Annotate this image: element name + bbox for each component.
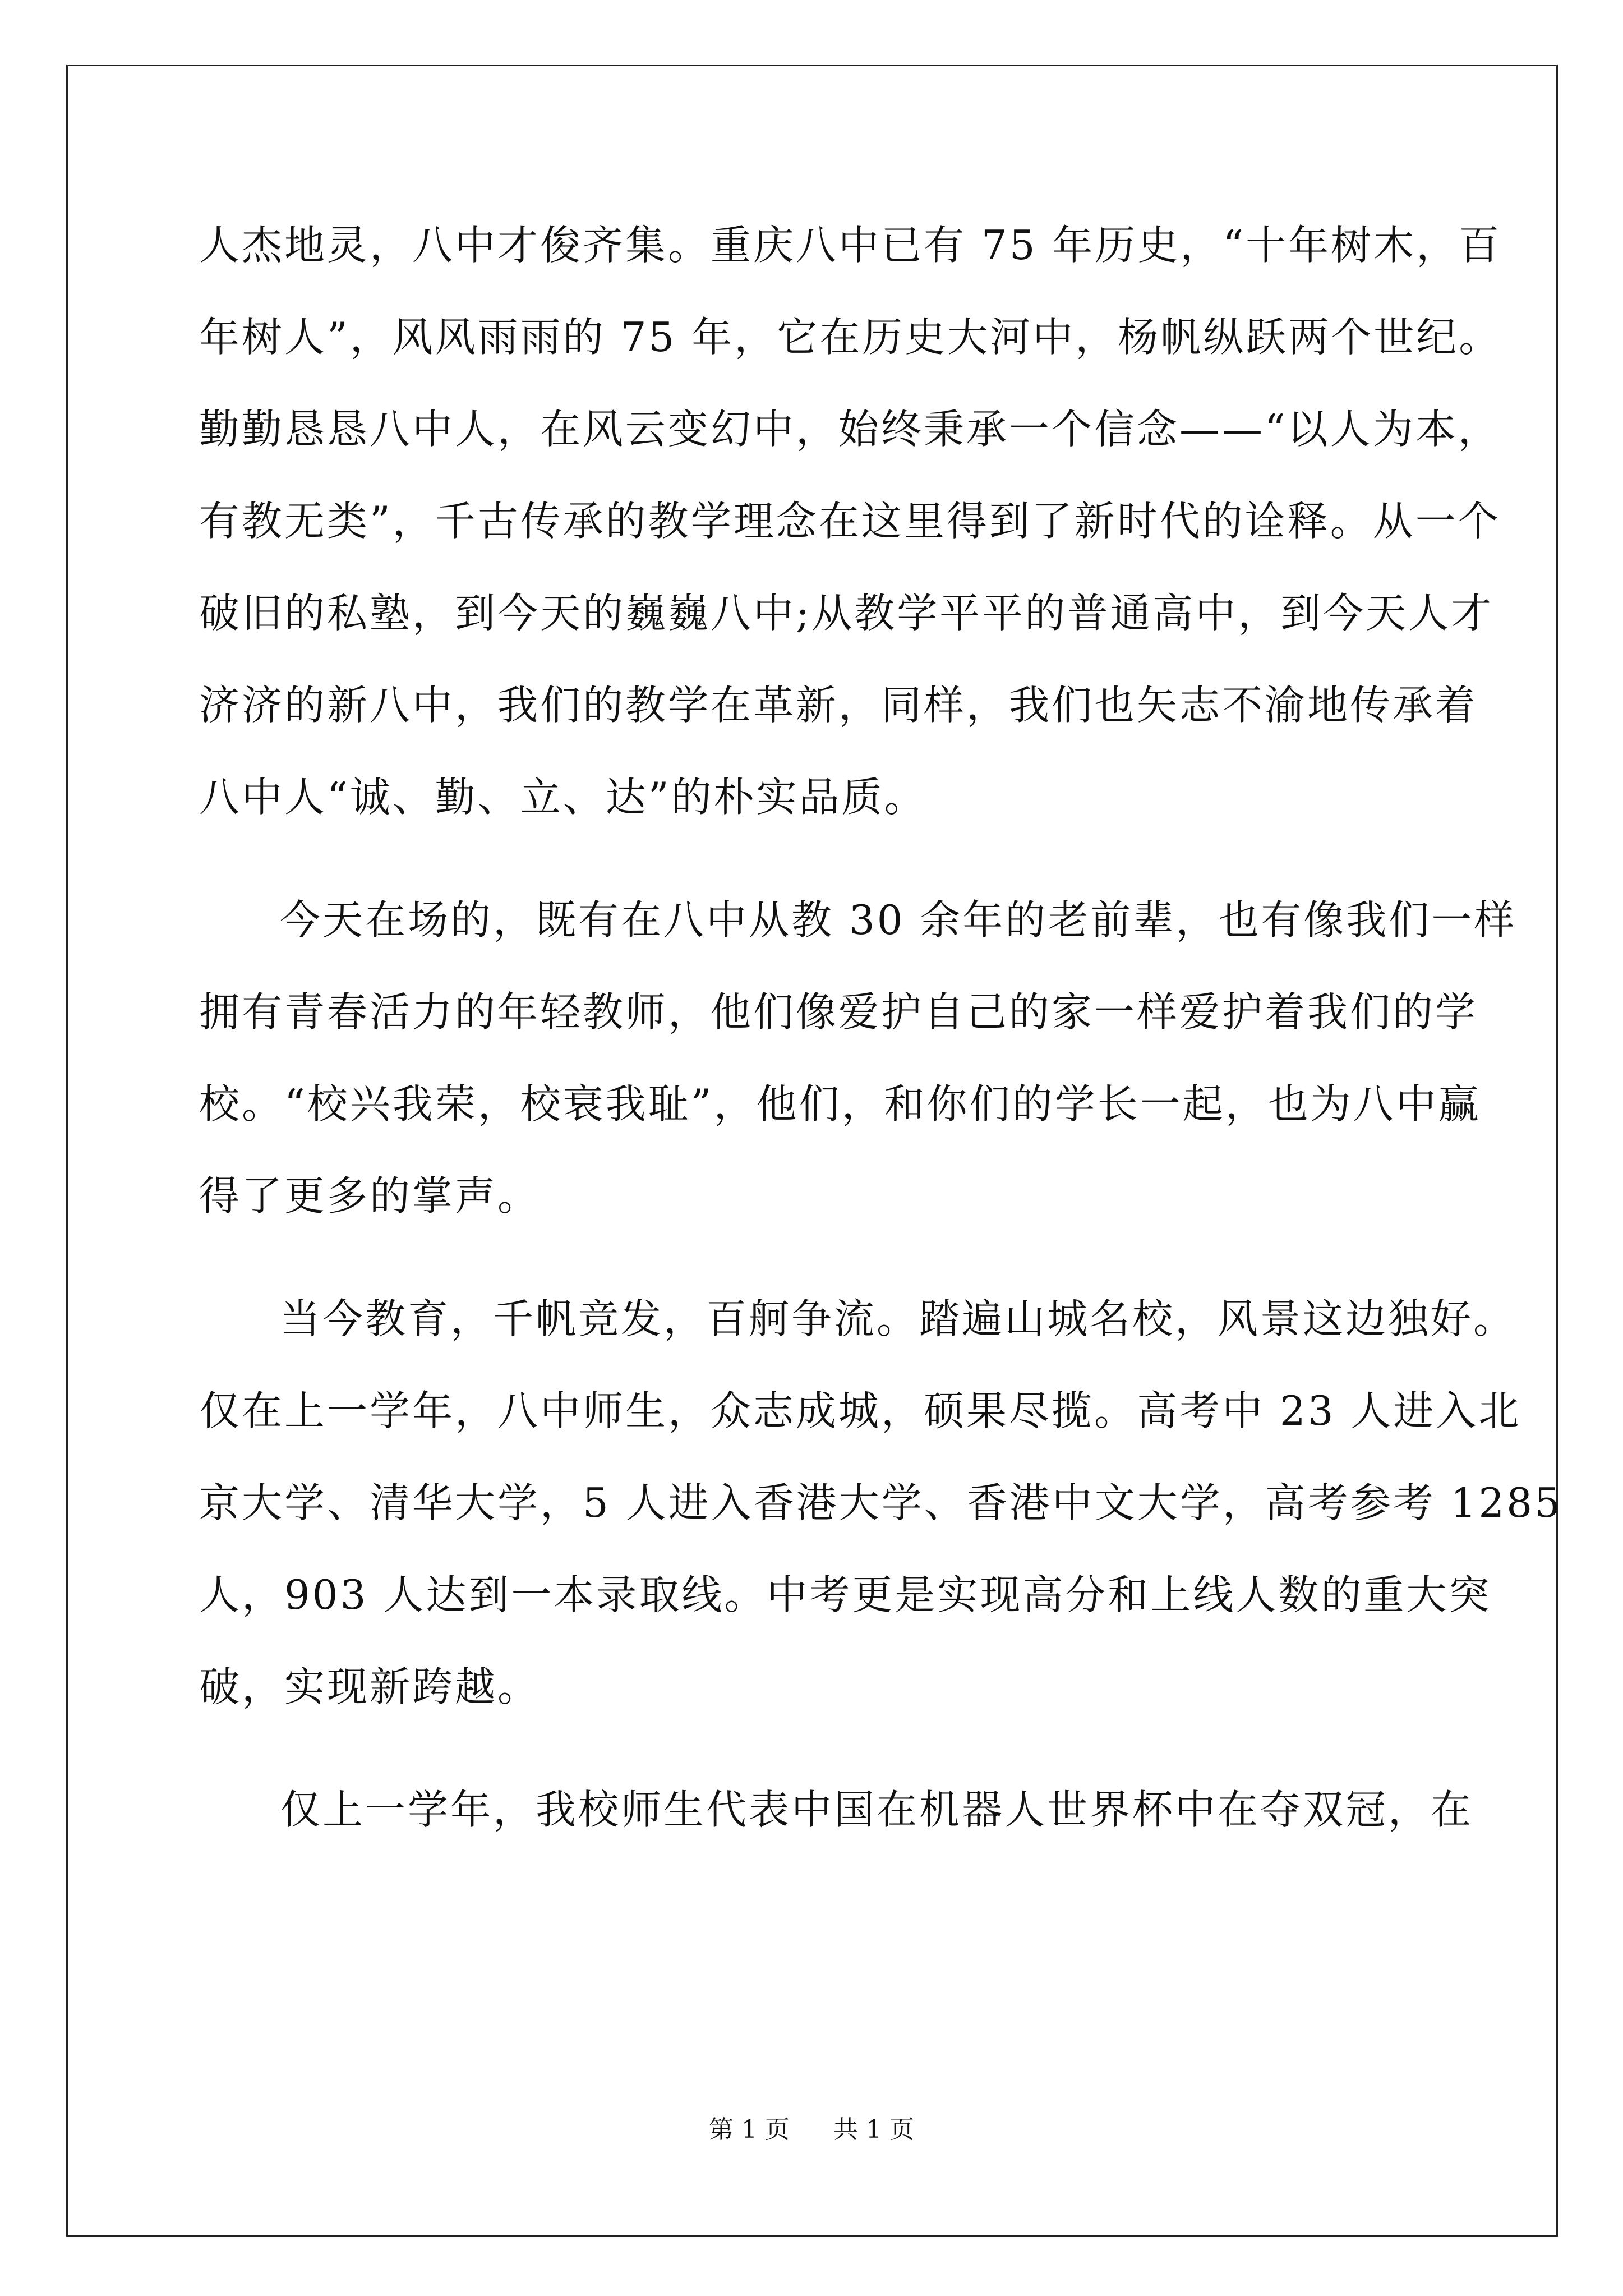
text-line: 今天在场的，既有在八中从教 30 余年的老前辈，也有像我们一样 xyxy=(280,896,1517,944)
text-line: 八中人“诚、勤、立、达”的朴实品质。 xyxy=(199,774,927,821)
text-line: 当今教育，千帆竞发，百舸争流。踏遍山城名校，风景这边独好。 xyxy=(280,1295,1516,1342)
paragraph-gap xyxy=(199,843,1433,874)
text-line: 年树人”，风风雨雨的 75 年，它在历史大河中，杨帆纵跃两个世纪。 xyxy=(199,314,1502,361)
paragraph-gap xyxy=(199,1733,1433,1764)
text-line: 破，实现新跨越。 xyxy=(199,1663,541,1710)
document-body xyxy=(199,199,1562,1856)
text-line: 济济的新八中，我们的教学在革新，同样，我们也矢志不渝地传承着 xyxy=(199,682,1478,729)
text-line: 得了更多的掌声。 xyxy=(199,1172,541,1220)
text-line: 人杰地灵，八中才俊齐集。重庆八中已有 75 年历史，“十年树木，百 xyxy=(199,222,1502,269)
text-line: 勤勤恳恳八中人，在风云变幻中，始终秉承一个信念——“以人为本， xyxy=(199,406,1501,453)
page-number: 第 1 页 xyxy=(709,2115,790,2144)
text-line: 京大学、清华大学，5 人进入香港大学、香港中文大学，高考参考 1285 xyxy=(199,1479,1562,1526)
text-line: 人，903 人达到一本录取线。中考更是实现高分和上线人数的重大突 xyxy=(199,1571,1492,1618)
text-line: 拥有青春活力的年轻教师，他们像爱护自己的家一样爱护着我们的学 xyxy=(199,988,1478,1036)
text-line: 仅上一学年，我校师生代表中国在机器人世界杯中在夺双冠，在 xyxy=(280,1786,1474,1833)
text-line: 仅在上一学年，八中师生，众志成城，硕果尽揽。高考中 23 人进入北 xyxy=(199,1387,1521,1434)
paragraph-gap xyxy=(199,1242,1433,1273)
text-line: 破旧的私塾，到今天的巍巍八中;从教学平平的普通高中，到今天人才 xyxy=(199,590,1494,637)
text-line: 校。“校兴我荣，校衰我耻”，他们，和你们的学长一起，也为八中赢 xyxy=(199,1080,1481,1128)
text-line: 有教无类”，千古传承的教学理念在这里得到了新时代的诠释。从一个 xyxy=(199,498,1501,545)
page-total: 共 1 页 xyxy=(833,2115,914,2144)
page-footer xyxy=(0,2109,1623,2145)
